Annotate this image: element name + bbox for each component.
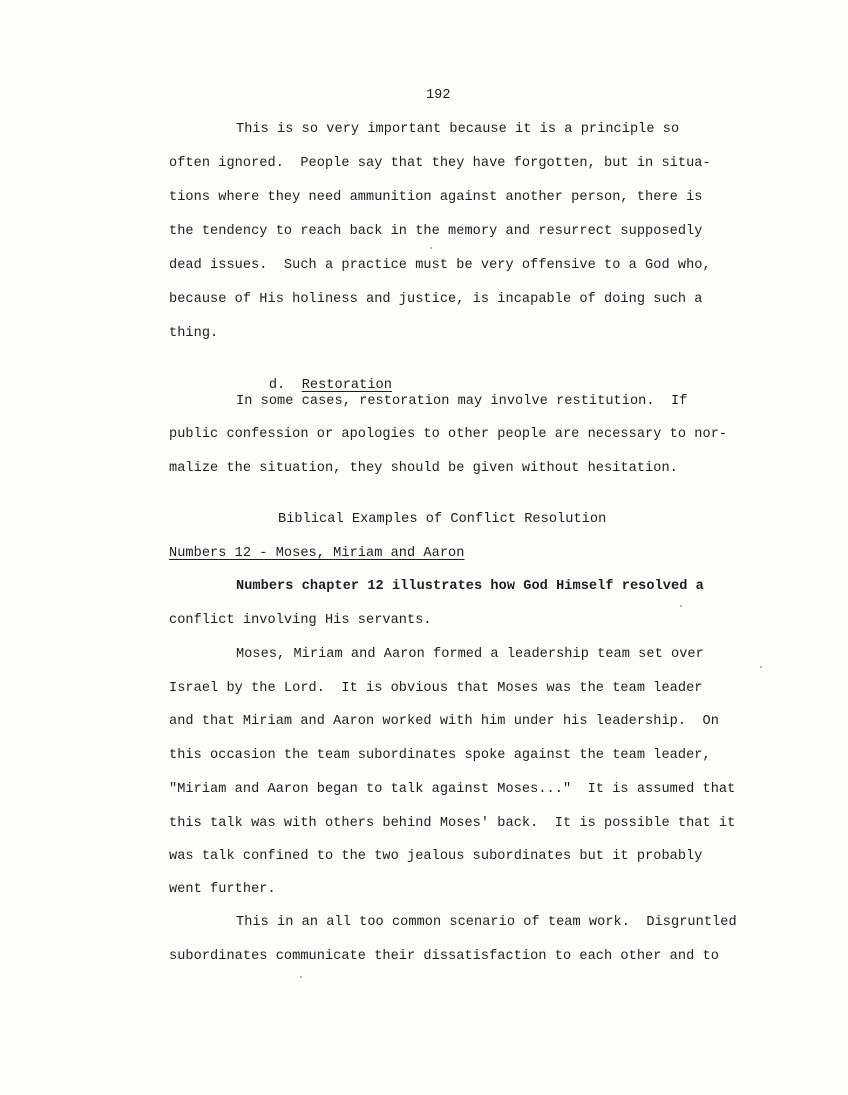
text-line: public confession or apologies to other people are necessary to nor- — [169, 427, 728, 442]
text-line: In some cases, restoration may involve restitution. If — [236, 394, 688, 409]
text-line: often ignored. People say that they have forgotten, but in situa- — [169, 156, 711, 171]
scan-speck — [760, 666, 762, 668]
text-line: Numbers chapter 12 illustrates how God Himself resolved a — [236, 579, 704, 594]
section-heading: Biblical Examples of Conflict Resolution — [278, 512, 607, 527]
subheading-title: Restoration — [301, 378, 392, 393]
text-line: this talk was with others behind Moses' back. It is possible that it — [169, 816, 736, 831]
scan-speck — [300, 976, 302, 978]
text-line: and that Miriam and Aaron worked with him under his leadership. On — [169, 714, 719, 729]
scan-speck — [430, 247, 432, 249]
text-line: malize the situation, they should be given without hesitation. — [169, 461, 678, 476]
text-line: Israel by the Lord. It is obvious that Moses was the team leader — [169, 681, 703, 696]
text-line: This is so very important because it is a principle so — [236, 122, 680, 137]
scan-speck — [680, 605, 682, 607]
subsection-heading: Numbers 12 - Moses, Miriam and Aaron — [169, 546, 465, 561]
subheading-prefix: d. — [268, 378, 286, 393]
page-number: 192 — [426, 88, 451, 103]
text-line: This in an all too common scenario of team work. Disgruntled — [236, 915, 737, 930]
text-line: Moses, Miriam and Aaron formed a leadership team set over — [236, 647, 704, 662]
text-line: conflict involving His servants. — [169, 613, 432, 628]
text-line: "Miriam and Aaron began to talk against Moses..." It is assumed that — [169, 782, 736, 797]
text-line: thing. — [169, 326, 219, 341]
text-line: because of His holiness and justice, is incapable of doing such a — [169, 292, 703, 307]
text-line: this occasion the team subordinates spoke against the team leader, — [169, 748, 711, 763]
text-line: the tendency to reach back in the memory and resurrect supposedly — [169, 224, 703, 239]
text-line: dead issues. Such a practice must be very offensive to a God who, — [169, 258, 711, 273]
text-line: subordinates communicate their dissatisfaction to each other and to — [169, 949, 719, 964]
text-line: went further. — [169, 882, 276, 897]
text-line: was talk confined to the two jealous subordinates but it probably — [169, 849, 703, 864]
text-line: tions where they need ammunition against another person, there is — [169, 190, 703, 205]
